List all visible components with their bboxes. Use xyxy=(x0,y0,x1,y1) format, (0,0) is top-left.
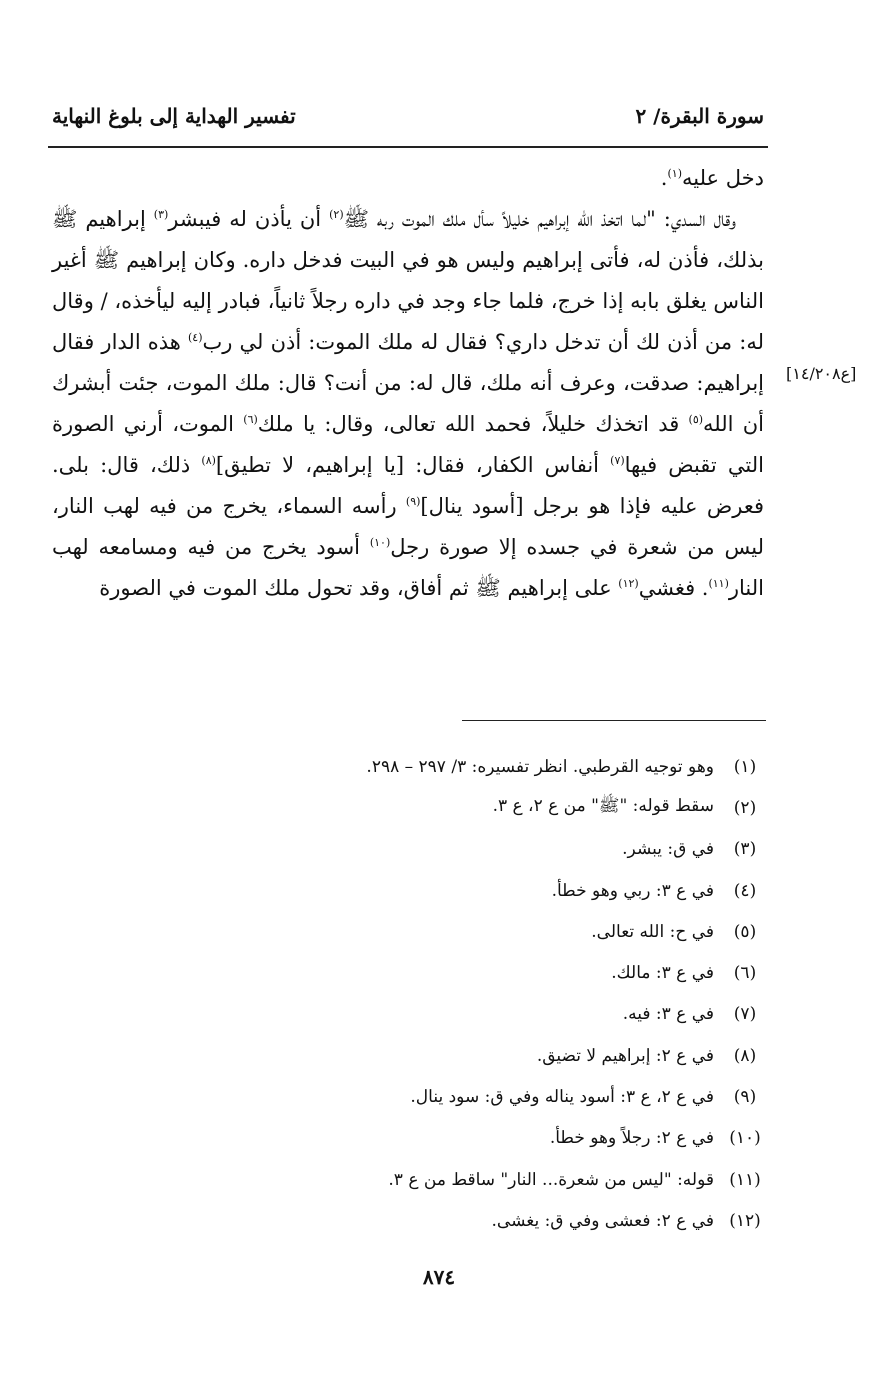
footnote-marker[interactable]: (١٢) xyxy=(618,577,639,590)
footnote-number: (٧) xyxy=(733,1004,757,1025)
footnote-marker[interactable]: (٩) xyxy=(405,495,421,508)
running-header xyxy=(52,96,764,136)
footnote-text: في ع ٣: فيه. xyxy=(622,1004,714,1025)
footnote-item xyxy=(300,1159,770,1200)
footnote-number: (٩) xyxy=(733,1087,757,1108)
footnote-number: (٨) xyxy=(733,1045,757,1066)
footnote-marker[interactable]: (٦) xyxy=(243,413,258,426)
footnote-item xyxy=(300,1035,770,1076)
footnote-text: في ق: يبشر. xyxy=(622,839,714,860)
footnote-number: (١١) xyxy=(729,1169,761,1190)
footnote-text: في ع ٢: فعشى وفي ق: يغشى. xyxy=(491,1210,714,1231)
footnote-number: (٥) xyxy=(733,921,757,942)
footnote-marker[interactable]: (٤) xyxy=(188,331,203,344)
footnote-number: (٣) xyxy=(733,839,757,860)
paragraph-2: وقال السدي: "لما اتخذ الله إبراهيم خليلاً سأل ملك الموت ربه ﷺ$^{(٢)}$ أن يأذن له فيبشر$^{(٣)}$ إبراهيم ﷺ بذلك، فأذن له، فأتى إبراهيم وليس هو في البيت فدخل داره. وكان إبراهيم ﷺ أغير الناس يغلق بابه إذا خرج، فلما جاء وجد في داره رجلاً ثانياً، فبادر إليه ليأخذه، / وقال له: من أذن لك أن تدخل داري؟ فقال له ملك الموت: أذن لي رب$^{(٤)}$ هذه الدار فقال إبراهيم: صدقت، وعرف أنه ملك، قال له: من أنت؟ قال: ملك الموت، جئت أبشرك أن الله$^{(٥)}$ قد اتخذك خليلاً، فحمد الله تعالى، وقال: يا ملك$^{(٦)}$ الموت، أرني الصورة التي تقبض فيها$^{(٧)}$ أنفاس الكفار، فقال: [يا إبراهيم، لا تطيق]$^{(٨)}$ ذلك، قال: بلى. فعرض عليه فإذا هو برجل [أسود ينال]$^{(٩)}$ رأسه السماء، يخرج من فيه لهب النار، ليس من شعرة في جسده إلا صورة رجل$^{(١٠)}$ أسود يخرج من فيه ومسامعه لهب النار$^{(١١)}$. فغشي$^{(١٢)}$ على إبراهيم ﷺ ثم أفاق، وقد تحول ملك الموت في الصورة xyxy=(52,207,764,600)
footnote-item xyxy=(300,994,770,1035)
footnote-number: (١٢) xyxy=(729,1210,761,1231)
footnote-marker[interactable]: (٢) xyxy=(329,208,344,221)
main-text xyxy=(52,158,764,609)
margin-manuscript-reference: [ع١٤/٢٠٨] xyxy=(786,364,857,383)
footnote-separator xyxy=(462,720,766,721)
page-number: ٨٧٤ xyxy=(422,1265,456,1289)
footnote-text: قوله: "ليس من شعرة... النار" ساقط من ع ٣. xyxy=(388,1169,714,1190)
footnote-marker[interactable]: (٨) xyxy=(201,454,216,467)
footnote-text: وهو توجيه القرطبي. انظر تفسيره: ٣/ ٢٩٧ – ٢٩٨. xyxy=(366,756,714,777)
footnote-item xyxy=(300,1200,770,1241)
footnote-item xyxy=(300,1076,770,1117)
footnote-number: (١٠) xyxy=(729,1128,761,1149)
footnote-text: في ع ٢: رجلاً وهو خطأ. xyxy=(549,1128,714,1149)
footnote-marker[interactable]: (١١) xyxy=(708,577,729,590)
footnote-text: في ع ٣: مالك. xyxy=(611,963,714,984)
footnote-item xyxy=(300,829,770,870)
footnotes xyxy=(300,746,770,1242)
footnote-item xyxy=(300,870,770,911)
footnote-text: في ع ٢، ع ٣: أسود يناله وفي ق: سود ينال. xyxy=(410,1087,714,1108)
footnote-marker[interactable]: (٥) xyxy=(688,413,704,426)
footnote-marker[interactable]: (١٠) xyxy=(369,536,391,549)
paragraph-1: دخل عليه$^{(١)}$. xyxy=(660,166,764,190)
footnote-item xyxy=(300,952,770,993)
book-title: تفسير الهداية إلى بلوغ النهاية xyxy=(52,104,296,128)
footnote-text: في ع ٢: إبراهيم لا تضيق. xyxy=(536,1045,714,1066)
footnote-text: في ح: الله تعالى. xyxy=(591,921,714,942)
footnote-number: (٢) xyxy=(733,797,757,818)
footnote-text: سقط قوله: "ﷺ" من ع ٢، ع ٣. xyxy=(492,796,714,817)
footnote-item xyxy=(300,787,770,828)
footnote-item xyxy=(300,911,770,952)
footnote-number: (١) xyxy=(733,756,757,777)
footnote-marker[interactable]: (٣) xyxy=(153,208,169,221)
footnote-item xyxy=(300,746,770,787)
footnote-marker[interactable]: (٧) xyxy=(610,454,625,467)
surah-label: سورة البقرة/ ٢ xyxy=(635,104,764,128)
header-rule xyxy=(48,146,768,148)
footnote-marker[interactable]: (١) xyxy=(667,167,682,180)
footnote-number: (٤) xyxy=(733,880,757,901)
footnote-item xyxy=(300,1118,770,1159)
footnote-text: في ع ٣: ربي وهو خطأ. xyxy=(551,880,714,901)
footnote-number: (٦) xyxy=(733,963,757,984)
